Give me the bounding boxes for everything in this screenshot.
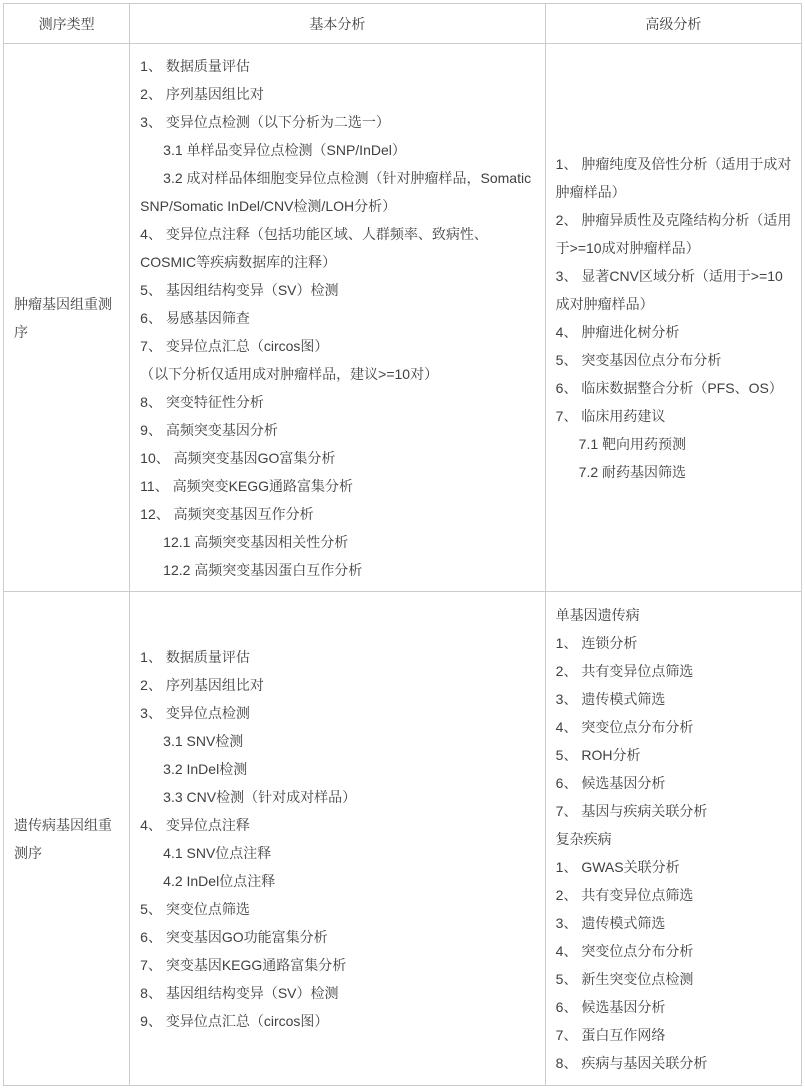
analysis-item: 1、 连锁分析: [555, 634, 638, 651]
analysis-item: （以下分析仅适用成对肿瘤样品，建议>=10对）: [140, 365, 439, 382]
analysis-item: 单基因遗传病: [555, 606, 640, 623]
analysis-item: 6、 突变基因GO功能富集分析: [140, 928, 328, 945]
analysis-item: 5、 新生突变位点检测: [555, 970, 694, 987]
analysis-item: 5、 基因组结构变异（SV）检测: [140, 281, 339, 298]
analysis-item: 12.2 高频突变基因蛋白互作分析: [163, 561, 363, 578]
header-cell-basic-analysis: 基本分析: [130, 4, 546, 44]
analysis-item: 4、 肿瘤进化树分析: [555, 323, 680, 340]
analysis-item: 4、 变异位点注释: [140, 816, 250, 833]
table-row-tumor-genome: [4, 44, 802, 592]
analysis-item: 1、 数据质量评估: [140, 648, 250, 665]
cell-advanced-analysis-genetic-disease: [545, 592, 801, 1086]
sequencing-analysis-table: [3, 3, 802, 1086]
cell-sequencing-type-genetic-disease: 遗传病基因组重测序: [4, 592, 130, 1086]
analysis-item: 7.2 耐药基因筛选: [578, 463, 687, 480]
cell-basic-analysis-genetic-disease: [130, 592, 546, 1086]
analysis-item: 4.2 InDel位点注释: [163, 872, 276, 889]
cell-sequencing-type-tumor: 肿瘤基因组重测序: [4, 44, 130, 592]
cell-advanced-analysis-tumor: [545, 44, 801, 592]
analysis-item: 7、 突变基因KEGG通路富集分析: [140, 956, 347, 973]
analysis-item: 5、 ROH分析: [555, 746, 641, 763]
analysis-item: 4、 变异位点注释（包括功能区域、人群频率、致病性、COSMIC等疾病数据库的注释）: [140, 225, 488, 270]
analysis-item: 11、 高频突变KEGG通路富集分析: [140, 477, 354, 494]
analysis-item: 1、 数据质量评估: [140, 57, 250, 74]
analysis-item: 5、 突变基因位点分布分析: [555, 351, 722, 368]
analysis-item: 7、 临床用药建议: [555, 407, 666, 424]
analysis-item: 10、 高频突变基因GO富集分析: [140, 449, 336, 466]
analysis-item: 7、 基因与疾病关联分析: [555, 802, 708, 819]
table-row-genetic-disease-genome: [4, 592, 802, 1086]
analysis-item: 3、 遗传模式筛选: [555, 914, 666, 931]
header-cell-sequencing-type: 测序类型: [4, 4, 130, 44]
analysis-item: 7、 蛋白互作网络: [555, 1026, 666, 1043]
analysis-item: 2、 共有变异位点筛选: [555, 886, 694, 903]
cell-basic-analysis-tumor: [130, 44, 546, 592]
analysis-item: 3、 变异位点检测: [140, 704, 250, 721]
analysis-item: 4、 突变位点分布分析: [555, 718, 694, 735]
analysis-item: 2、 序列基因组比对: [140, 85, 264, 102]
analysis-item: 1、 GWAS关联分析: [555, 858, 680, 875]
analysis-item: 3、 变异位点检测（以下分析为二选一）: [140, 113, 390, 130]
analysis-item: 1、 肿瘤纯度及倍性分析（适用于成对肿瘤样品）: [555, 155, 792, 200]
analysis-item: 5、 突变位点筛选: [140, 900, 250, 917]
analysis-item: 6、 易感基因筛查: [140, 309, 250, 326]
analysis-item: 3.2 InDel检测: [163, 760, 248, 777]
analysis-item: 7、 变异位点汇总（circos图）: [140, 337, 329, 354]
analysis-item: 7.1 靶向用药预测: [578, 435, 687, 452]
analysis-item: 3.2 成对样品体细胞变异位点检测（针对肿瘤样品，Somatic SNP/Somatic InDel/CNV检测/LOH分析）: [140, 169, 532, 214]
analysis-item: 6、 候选基因分析: [555, 774, 666, 791]
analysis-item: 2、 肿瘤异质性及克隆结构分析（适用于>=10成对肿瘤样品）: [555, 211, 792, 256]
analysis-item: 6、 临床数据整合分析（PFS、OS）: [555, 379, 783, 396]
analysis-item: 4.1 SNV位点注释: [163, 844, 272, 861]
analysis-item: 2、 共有变异位点筛选: [555, 662, 694, 679]
analysis-item: 8、 疾病与基因关联分析: [555, 1054, 708, 1071]
analysis-item: 12.1 高频突变基因相关性分析: [163, 533, 349, 550]
analysis-item: 2、 序列基因组比对: [140, 676, 264, 693]
analysis-item: 3.1 SNV检测: [163, 732, 244, 749]
analysis-item: 3.3 CNV检测（针对成对样品）: [163, 788, 357, 805]
analysis-item: 6、 候选基因分析: [555, 998, 666, 1015]
analysis-item: 3.1 单样品变异位点检测（SNP/InDel）: [163, 141, 406, 158]
header-cell-advanced-analysis: 高级分析: [545, 4, 801, 44]
analysis-item: 3、 显著CNV区域分析（适用于>=10成对肿瘤样品）: [555, 267, 783, 312]
analysis-item: 9、 变异位点汇总（circos图）: [140, 1012, 329, 1029]
analysis-item: 3、 遗传模式筛选: [555, 690, 666, 707]
table-header-row: [4, 4, 802, 44]
analysis-item: 4、 突变位点分布分析: [555, 942, 694, 959]
analysis-item: 复杂疾病: [555, 830, 612, 847]
analysis-item: 8、 基因组结构变异（SV）检测: [140, 984, 339, 1001]
analysis-item: 8、 突变特征性分析: [140, 393, 264, 410]
analysis-item: 9、 高频突变基因分析: [140, 421, 278, 438]
analysis-item: 12、 高频突变基因互作分析: [140, 505, 314, 522]
